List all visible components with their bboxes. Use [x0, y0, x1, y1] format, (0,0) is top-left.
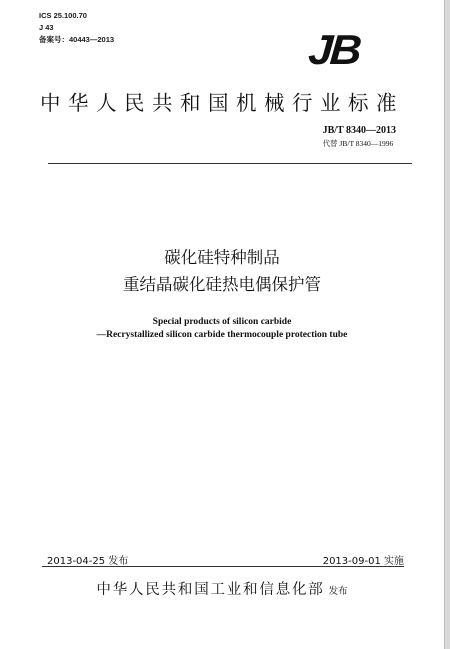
date-row [47, 552, 404, 566]
standard-codes [323, 124, 396, 150]
implementation-date: 2013-09-01 实施 [322, 556, 404, 567]
issuer-line [0, 578, 444, 599]
replaces-note: 代替 JB/T 8340—1996 [322, 139, 394, 148]
issue-action: 发布 [328, 586, 348, 597]
chinese-title-line-2: 重结晶碳化硅热电偶保护管 [123, 275, 321, 294]
header-divider [48, 163, 412, 164]
standard-category-title: 中华人民共和国机械行业标准 [40, 91, 404, 115]
chinese-title-line-1: 碳化硅特种制品 [164, 248, 280, 267]
class-code: J 43 [39, 23, 54, 32]
footer-divider [42, 566, 404, 567]
jb-logo: JB [306, 27, 361, 74]
issue-date: 2013-04-25 发布 [47, 556, 129, 567]
standard-number: JB/T 8340—2013 [322, 125, 396, 136]
classification-block [39, 10, 114, 46]
record-number: 备案号：40443—2013 [39, 35, 115, 44]
english-title [0, 316, 444, 342]
ics-code: ICS 25.100.70 [39, 11, 87, 20]
english-title-line-1: Special products of silicon carbide [152, 317, 292, 327]
issuing-organization: 中华人民共和国工业和信息化部 [96, 582, 325, 598]
english-title-line-2: —Recrystallized silicon carbide thermocouple protection tube [96, 330, 348, 340]
chinese-title [0, 244, 444, 298]
